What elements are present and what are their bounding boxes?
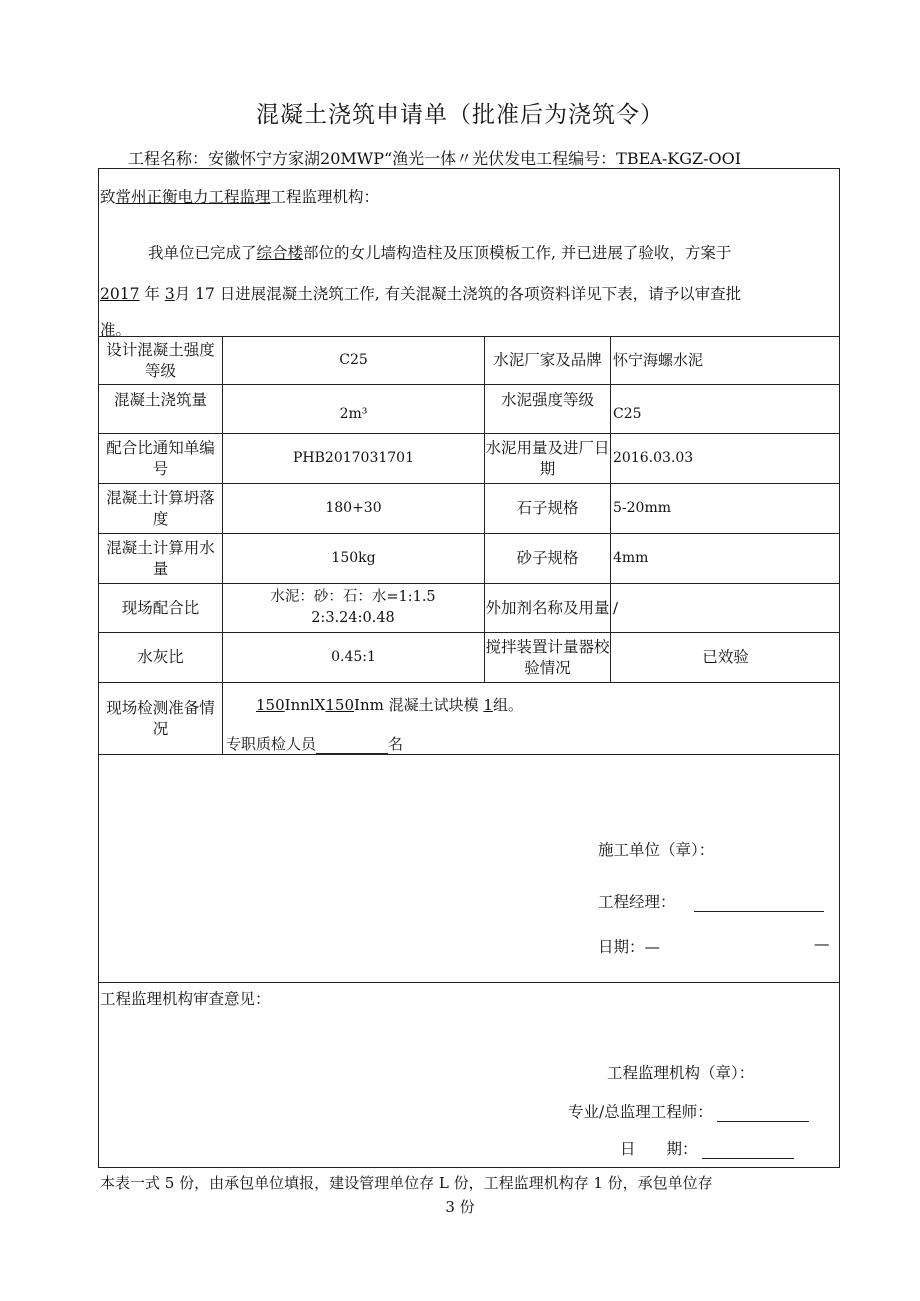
label-cement-brand: 水泥厂家及品牌: [493, 351, 602, 369]
request-line-2: [100, 282, 741, 304]
col-line-3: [610, 336, 611, 682]
contractor-bottom-line: [98, 982, 840, 983]
inspector-suffix: 名: [388, 735, 404, 753]
addressee-suffix: 工程监理机构：: [270, 188, 380, 206]
project-manager-line: [598, 890, 824, 912]
contractor-date-label: 日期：—: [598, 938, 661, 956]
value-cement-brand: 怀宁海螺水泥: [613, 351, 704, 369]
supervisor-date-label: 日 期：: [620, 1140, 698, 1158]
addressee-line: [100, 185, 379, 207]
project-manager-blank: [694, 897, 824, 912]
value-sand-spec: 4mm: [613, 550, 649, 566]
mold-count-unit: 组。: [492, 696, 523, 714]
project-name: 安徽怀宁方家湖20MWP“渔光一体〃光伏发电工程: [208, 149, 569, 168]
inspector-line: [226, 733, 403, 754]
label-gravel-spec: 石子规格: [516, 499, 579, 517]
inspector-count-blank: [316, 739, 388, 754]
request-text-b: 部位的女儿墙构造柱及压顶模板工作, 并已进展了验收，方案于: [303, 244, 732, 262]
supervisor-org-label: 工程监理机构（章）：: [607, 1064, 755, 1082]
supervisor-date-line: [620, 1137, 794, 1159]
label-pour-volume: 混凝土浇筑量: [113, 390, 207, 409]
mold-size-unit: Inm 混凝土试块模: [354, 696, 479, 714]
project-line: [128, 146, 741, 169]
value-mix-notice: PHB2017031701: [293, 450, 414, 466]
value-gravel-spec: 5-20mm: [613, 500, 672, 516]
request-text-a: 我单位已完成了: [148, 244, 257, 262]
addressee-prefix: 致: [100, 188, 116, 206]
label-site-mix: 现场配合比: [121, 598, 200, 617]
inspector-label: 专职质检人员: [226, 735, 317, 753]
label-sand-spec: 砂子规格: [516, 549, 579, 567]
footer-note-line-2: 3 份: [445, 1198, 475, 1216]
addressee-org: 常州正衡电力工程监理: [115, 188, 271, 206]
inspection-molds-line: [256, 694, 523, 715]
supervisor-date-blank: [702, 1144, 794, 1159]
supervisor-opinion-label: 工程监理机构审查意见：: [100, 990, 271, 1008]
value-mixer-calibration: 已效验: [702, 648, 749, 666]
request-month: 3: [164, 285, 175, 303]
label-admixture: 外加剂名称及用量: [485, 598, 610, 617]
value-cement-date: 2016.03.03: [613, 450, 694, 466]
mold-size-x: X: [314, 696, 326, 714]
mold-size-b: 150: [325, 696, 355, 714]
label-site-inspection: 现场检测准备情况: [106, 698, 215, 738]
value-slump: 180+30: [325, 500, 382, 516]
request-line-3: [100, 318, 131, 336]
label-mixer-calibration: 搅拌装置计量器校验情况: [485, 637, 610, 677]
value-wc-ratio: 0.45:1: [331, 649, 376, 665]
label-mix-notice: 配合比通知单编号: [106, 438, 215, 478]
value-design-strength: C25: [339, 352, 368, 368]
form-code: TBEA-KGZ-OOI: [616, 149, 742, 168]
request-end: 准。: [100, 321, 132, 336]
value-admixture: /: [613, 598, 619, 617]
contractor-date-end: —: [814, 935, 830, 953]
value-pour-volume: 2m³: [339, 405, 368, 422]
value-cement-grade: C25: [613, 405, 642, 422]
value-site-mix: 水泥：砂：石：水=1:1.52:3.24:0.48: [270, 589, 436, 626]
table-bottom-line: [98, 754, 840, 755]
request-site: 综合楼: [256, 244, 304, 262]
label-cement-grade: 水泥强度等级: [500, 390, 594, 409]
label-design-strength: 设计混凝土强度等级: [106, 340, 215, 380]
label-slump: 混凝土计算坍落度: [106, 488, 215, 528]
chief-engineer-label: 专业/总监理工程师：: [568, 1103, 713, 1121]
chief-engineer-blank: [717, 1107, 809, 1122]
code-label: 编号：: [568, 149, 617, 168]
value-water-amount: 150kg: [331, 550, 376, 566]
request-line-1: [148, 241, 731, 263]
request-year: 2017: [100, 285, 140, 303]
request-month-suffix: 月 17 日进展混凝土浇筑工作, 有关混凝土浇筑的各项资料详见下表，请予以审查批: [174, 285, 742, 303]
label-wc-ratio: 水灰比: [137, 648, 184, 666]
page-title: 混凝土浇筑申请单（批准后为浇筑令）: [256, 102, 664, 128]
project-manager-label: 工程经理：: [598, 893, 676, 911]
mold-size-a: 150: [256, 696, 285, 714]
request-year-suffix: 年: [144, 285, 160, 303]
mold-size-mid: Innl: [284, 696, 315, 714]
mold-count: 1: [483, 696, 493, 714]
label-cement-dosage: 水泥用量及进厂日期: [485, 438, 610, 478]
chief-engineer-line: [568, 1100, 809, 1122]
label-water-amount: 混凝土计算用水量: [106, 538, 215, 578]
footer-note-line-1: 本表一式 5 份，由承包单位填报，建设管理单位存 L 份，工程监理机构存 1 份，承包单位存: [100, 1174, 713, 1192]
contractor-unit-label: 施工单位（章）：: [598, 841, 715, 859]
project-label: 工程名称：: [128, 149, 209, 168]
